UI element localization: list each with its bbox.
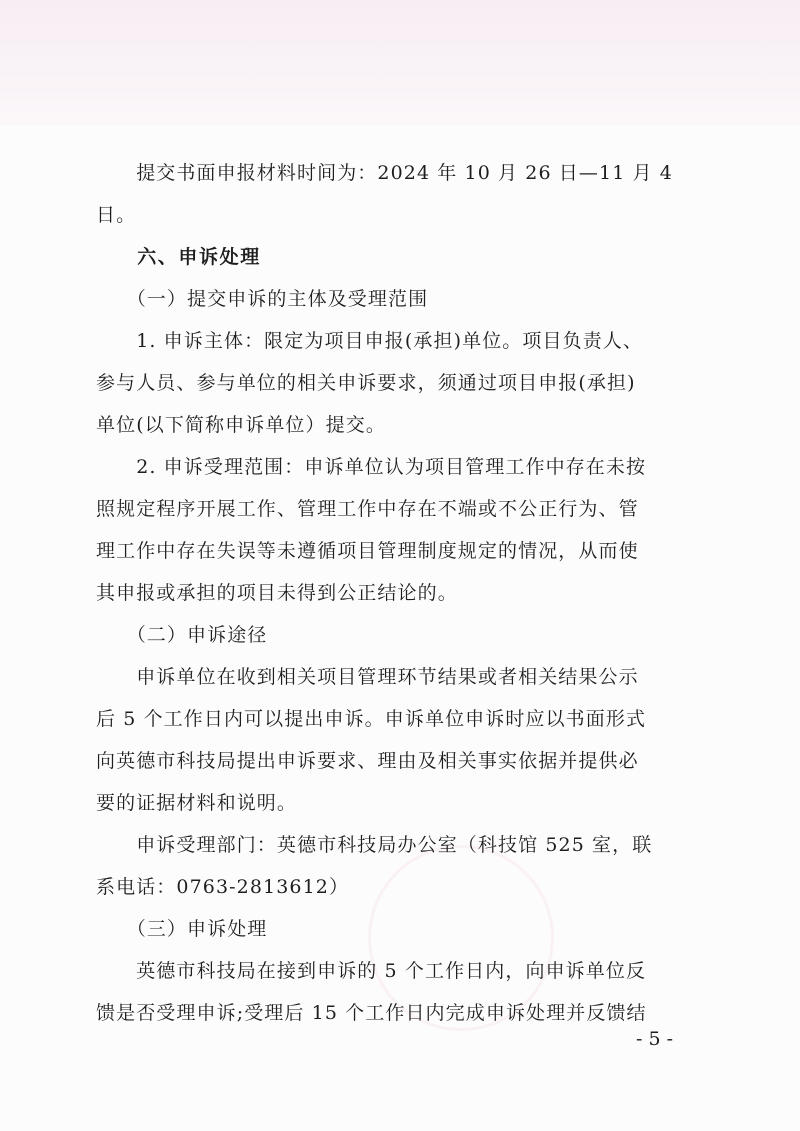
body-line: 参与人员、参与单位的相关申诉要求，须通过项目申报(承担) [96,372,636,394]
body-line: 英德市科技局在接到申诉的 5 个工作日内，向申诉单位反 [96,960,647,982]
body-line: 1. 申诉主体：限定为项目申报(承担)单位。项目负责人、 [96,330,643,352]
body-line: 系电话：0763-2813612） [96,876,350,898]
subsection-heading: （三）申诉处理 [96,918,268,940]
body-line: 理工作中存在失误等未遵循项目管理制度规定的情况，从而使 [96,540,639,562]
body-line: 其申报或承担的项目未得到公正结论的。 [96,582,458,604]
body-line: 2. 申诉受理范围：申诉单位认为项目管理工作中存在未按 [96,456,647,478]
page-number: - 5 - [636,1028,674,1050]
subsection-heading: （一）提交申诉的主体及受理范围 [96,288,429,310]
body-line: 向英德市科技局提出申诉要求、理由及相关事实依据并提供必 [96,750,639,772]
body-line: 提交书面申报材料时间为：2024 年 10 月 26 日—11 月 4 [96,162,673,184]
body-line: 后 5 个工作日内可以提出申诉。申诉单位申诉时应以书面形式 [96,708,647,730]
section-heading: 六、申诉处理 [96,246,261,268]
body-line: 单位(以下简称申诉单位）提交。 [96,414,386,436]
body-line: 照规定程序开展工作、管理工作中存在不端或不公正行为、管 [96,498,639,520]
body-line: 申诉受理部门：英德市科技局办公室（科技馆 525 室，联 [96,834,653,856]
body-line: 日。 [96,204,137,226]
subsection-heading: （二）申诉途径 [96,624,268,646]
body-line: 申诉单位在收到相关项目管理环节结果或者相关结果公示 [96,666,639,688]
body-line: 馈是否受理申诉;受理后 15 个工作日内完成申诉处理并反馈结 [96,1002,647,1024]
body-line: 要的证据材料和说明。 [96,792,298,814]
scan-top-band [0,0,800,125]
